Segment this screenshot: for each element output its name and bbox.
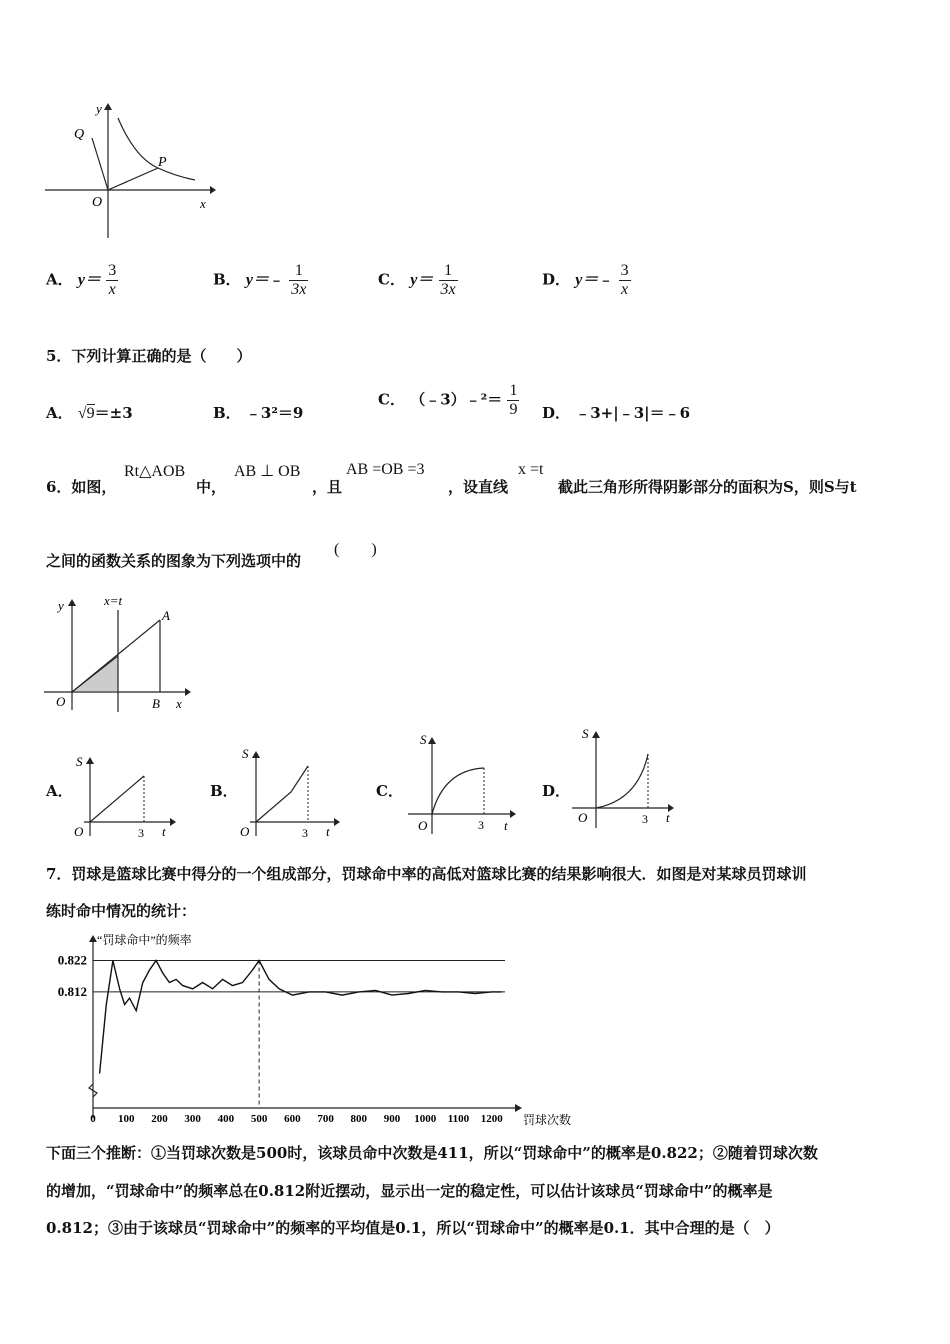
q5-option-b[interactable]: B． ﹣3²＝9 [213, 404, 304, 422]
q4-graph [40, 98, 220, 243]
x-tick-label: 100 [117, 1113, 135, 1125]
x-tick-label: 200 [151, 1113, 168, 1125]
q6-option-b-letter[interactable]: B． [210, 782, 238, 800]
q6-option-d-graph[interactable] [568, 724, 683, 832]
y-tick-label: 0.812 [57, 983, 87, 999]
x-tick-label: 600 [284, 1113, 301, 1125]
q7-stem-line2: 练时命中情况的统计： [46, 902, 197, 920]
svg-text:S: S [420, 732, 427, 747]
svg-text:t: t [504, 818, 508, 833]
segment-op [108, 168, 158, 190]
svg-text:3: 3 [302, 826, 308, 840]
option-c-curve [432, 768, 484, 814]
svg-text:3: 3 [478, 818, 484, 832]
x-tick-label: 500 [250, 1113, 268, 1125]
q5-option-a[interactable]: A． √9＝±3 [46, 404, 133, 422]
origin-label: O [92, 195, 103, 210]
q6-figure [40, 590, 200, 715]
origin-label: O [56, 694, 66, 709]
svg-text:S: S [76, 754, 83, 769]
svg-text:O: O [240, 824, 250, 839]
point-a-label: A [162, 608, 170, 623]
svg-text:S: S [242, 746, 249, 761]
fraction: $\frac{1}{3x}$ [440, 262, 456, 298]
svg-text:O: O [578, 810, 588, 825]
x-tick-label: 0 [90, 1113, 96, 1125]
q5-option-c[interactable]: C． （﹣3）﹣²＝ $\frac{1}{9}$ [378, 382, 518, 418]
svg-text:S: S [582, 726, 589, 741]
q5-stem: 5．下列计算正确的是（ ） [46, 347, 252, 365]
q6-option-b-graph[interactable] [236, 742, 346, 840]
q6-stem-part1: 6．如图， [46, 478, 117, 496]
q6-option-c-letter[interactable]: C． [376, 782, 403, 800]
point-q-label: Q [74, 127, 85, 142]
fraction: $\frac{1}{3x}$ [291, 262, 307, 298]
q6-math-lengths: AB =OB =3 [346, 461, 425, 478]
q7-inference-line3: 0.812；③由于该球员“罚球命中”的频率的平均值是0.1，所以“罚球命中”的概率是0.1．其中合理的是（ ） [46, 1219, 780, 1237]
q6-stem-line2: 之间的函数关系的图象为下列选项中的 [46, 552, 302, 570]
q6-stem-part4: ，设直线 [448, 478, 509, 496]
line-label: x=t [104, 593, 123, 608]
x-tick-label: 700 [317, 1113, 334, 1125]
x-tick-label: 800 [350, 1113, 368, 1125]
svg-text:O: O [418, 818, 428, 833]
x-tick-label: 900 [383, 1113, 401, 1125]
x-axis-label: x [176, 696, 182, 711]
fraction: $\frac{1}{9}$ [509, 382, 518, 418]
option-a-curve [90, 776, 144, 822]
svg-text:3: 3 [642, 812, 648, 826]
fraction: $\frac{3}{x}$ [620, 262, 629, 298]
frequency-line [100, 961, 502, 1074]
svg-text:t: t [162, 824, 166, 839]
q6-answer-paren: ( ) [334, 541, 377, 558]
hyperbola-branch [118, 118, 195, 180]
q7-inference-line2: 的增加，“罚球命中”的频率总在0.812附近摆动，显示出一定的稳定性，可以估计该球员“罚球命中”的概率是 [46, 1182, 773, 1200]
q7-stem-line1: 7．罚球是篮球比赛中得分的一个组成部分，罚球命中率的高低对篮球比赛的结果影响很大．如图是对某球员罚球训 [46, 865, 807, 883]
chart-x-label: 罚球次数 [523, 1113, 572, 1127]
x-tick-label: 1200 [480, 1113, 503, 1125]
q4-option-c[interactable]: C． y＝ $\frac{1}{3x}$ [378, 262, 456, 298]
fraction: $\frac{3}{x}$ [108, 262, 117, 298]
q4-option-b[interactable]: B． y＝﹣ $\frac{1}{3x}$ [213, 262, 307, 298]
x-tick-label: 400 [217, 1113, 235, 1125]
q6-option-d-letter[interactable]: D． [542, 782, 571, 800]
x-tick-label: 300 [184, 1113, 201, 1125]
segment-oq [92, 138, 108, 190]
x-tick-label: 1000 [414, 1113, 437, 1125]
q6-option-a-graph[interactable] [70, 752, 180, 840]
q6-math-line: x =t [518, 461, 544, 478]
y-axis-label: y [58, 598, 64, 613]
q6-stem-part3: ，且 [312, 478, 343, 496]
svg-text:t: t [666, 810, 670, 825]
svg-text:O: O [74, 824, 84, 839]
chart-y-label: “罚球命中”的频率 [97, 933, 192, 947]
q4-option-d[interactable]: D． y＝﹣ $\frac{3}{x}$ [542, 262, 629, 298]
q6-math-triangle: Rt△AOB [124, 463, 186, 480]
q7-frequency-chart [40, 930, 600, 1130]
x-tick-label: 1100 [447, 1113, 470, 1125]
q7-inference-line1: 下面三个推断：①当罚球次数是500时，该球员命中次数是411，所以“罚球命中”的概率是0.822；②随着罚球次数 [46, 1144, 818, 1162]
chart-x-arrow [515, 1104, 522, 1112]
point-p-label: P [158, 155, 167, 170]
q5-option-d[interactable]: D． ﹣3+|﹣3|＝﹣6 [542, 404, 691, 422]
q4-option-a[interactable]: A． y＝ $\frac{3}{x}$ [46, 262, 117, 298]
y-tick-label: 0.822 [57, 952, 87, 968]
q6-stem-part5: 截此三角形所得阴影部分的面积为S，则S与t [558, 478, 857, 496]
option-b-curve [256, 766, 308, 822]
sqrt-expression: √9 [77, 405, 95, 422]
q6-option-a-letter[interactable]: A． [46, 782, 73, 800]
option-d-curve [596, 754, 648, 808]
y-axis-label: y [96, 101, 102, 116]
point-b-label: B [152, 696, 160, 711]
x-axis-label: x [200, 196, 206, 211]
svg-text:t: t [326, 824, 330, 839]
svg-text:3: 3 [138, 826, 144, 840]
q6-option-c-graph[interactable] [404, 730, 524, 838]
q6-math-perp: AB ⊥ OB [234, 463, 301, 480]
q6-stem-part2: 中， [196, 478, 227, 496]
chart-y-arrow [89, 935, 97, 942]
